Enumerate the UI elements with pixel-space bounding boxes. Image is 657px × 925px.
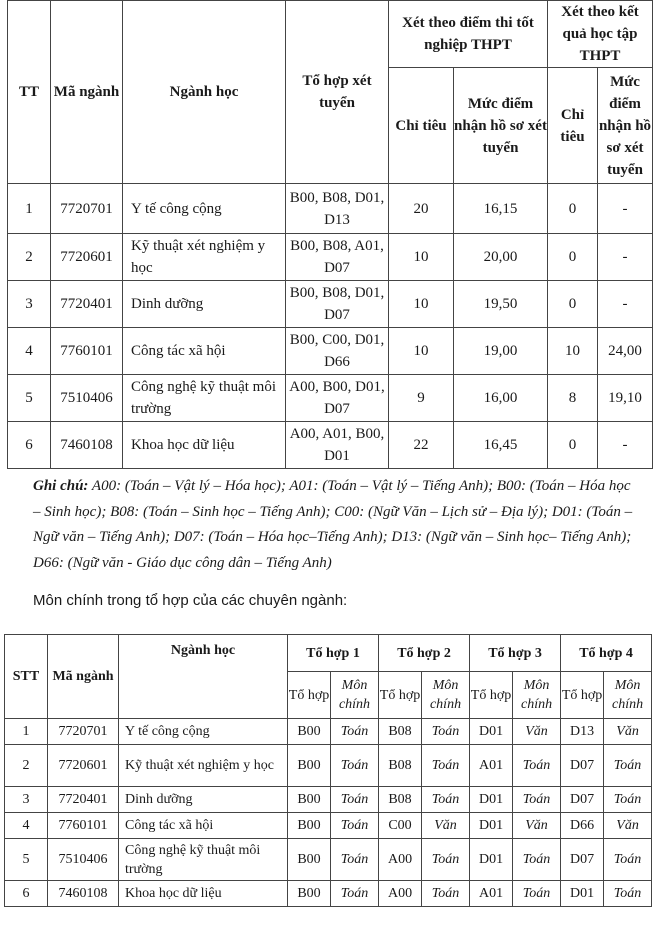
cell-chi-tieu-thpt: 9 bbox=[389, 375, 454, 422]
cell-tt: 3 bbox=[8, 281, 51, 328]
cell-to-hop-3: A01 bbox=[470, 881, 513, 907]
cell-to-hop-4: D66 bbox=[561, 813, 604, 839]
cell-mon-chinh-4: Văn bbox=[604, 813, 652, 839]
cell-ma-nganh: 7720701 bbox=[48, 719, 119, 745]
cell-to-hop-3: D01 bbox=[470, 839, 513, 881]
cell-to-hop-2: A00 bbox=[379, 839, 422, 881]
cell-nganh-hoc: Y tế công cộng bbox=[123, 184, 286, 234]
col-header-mon-chinh: Môn chính bbox=[331, 672, 379, 719]
cell-stt: 6 bbox=[5, 881, 48, 907]
group-header-hoc-tap: Xét theo kết quả học tập THPT bbox=[548, 1, 653, 68]
cell-nganh-hoc: Y tế công cộng bbox=[119, 719, 288, 745]
cell-mon-chinh-3: Văn bbox=[513, 813, 561, 839]
cell-muc-diem-hoc-tap: 24,00 bbox=[598, 328, 653, 375]
col-header-tt: TT bbox=[8, 1, 51, 184]
cell-to-hop-2: B08 bbox=[379, 787, 422, 813]
cell-mon-chinh-1: Toán bbox=[331, 813, 379, 839]
cell-muc-diem-thpt: 20,00 bbox=[454, 234, 548, 281]
cell-chi-tieu-thpt: 10 bbox=[389, 328, 454, 375]
cell-to-hop: B00, B08, D01, D13 bbox=[286, 184, 389, 234]
col-header-to-hop: Tổ hợp bbox=[288, 672, 331, 719]
cell-to-hop-4: D07 bbox=[561, 745, 604, 787]
note-label: Ghi chú: bbox=[33, 478, 89, 494]
cell-mon-chinh-2: Toán bbox=[422, 787, 470, 813]
cell-ma-nganh: 7760101 bbox=[51, 328, 123, 375]
col-header-stt: STT bbox=[5, 635, 48, 719]
cell-to-hop-2: B08 bbox=[379, 745, 422, 787]
cell-stt: 2 bbox=[5, 745, 48, 787]
group-header-to-hop-1: Tổ hợp 1 bbox=[288, 635, 379, 672]
cell-to-hop-2: A00 bbox=[379, 881, 422, 907]
cell-nganh-hoc: Dinh dưỡng bbox=[123, 281, 286, 328]
cell-tt: 2 bbox=[8, 234, 51, 281]
table-row bbox=[8, 184, 653, 234]
cell-chi-tieu-hoc-tap: 0 bbox=[548, 234, 598, 281]
cell-to-hop-2: B08 bbox=[379, 719, 422, 745]
cell-mon-chinh-2: Toán bbox=[422, 745, 470, 787]
table2-caption: Môn chính trong tổ hợp của các chuyên ngành: bbox=[33, 592, 348, 609]
table-row bbox=[8, 375, 653, 422]
cell-chi-tieu-hoc-tap: 0 bbox=[548, 184, 598, 234]
table-row bbox=[8, 422, 653, 469]
cell-stt: 3 bbox=[5, 787, 48, 813]
cell-to-hop-3: D01 bbox=[470, 719, 513, 745]
table-row bbox=[5, 719, 652, 745]
table-row bbox=[5, 787, 652, 813]
cell-to-hop-1: B00 bbox=[288, 787, 331, 813]
cell-ma-nganh: 7760101 bbox=[48, 813, 119, 839]
cell-mon-chinh-4: Văn bbox=[604, 719, 652, 745]
cell-to-hop-4: D07 bbox=[561, 787, 604, 813]
cell-ma-nganh: 7510406 bbox=[51, 375, 123, 422]
cell-muc-diem-thpt: 16,00 bbox=[454, 375, 548, 422]
cell-mon-chinh-4: Toán bbox=[604, 745, 652, 787]
cell-stt: 4 bbox=[5, 813, 48, 839]
cell-mon-chinh-1: Toán bbox=[331, 787, 379, 813]
col-header-nganh-hoc: Ngành học bbox=[119, 635, 288, 719]
cell-chi-tieu-hoc-tap: 0 bbox=[548, 281, 598, 328]
cell-nganh-hoc: Kỹ thuật xét nghiệm y học bbox=[119, 745, 288, 787]
cell-to-hop: B00, B08, D01, D07 bbox=[286, 281, 389, 328]
cell-to-hop-3: D01 bbox=[470, 787, 513, 813]
cell-nganh-hoc: Công nghệ kỹ thuật môi trường bbox=[123, 375, 286, 422]
cell-ma-nganh: 7460108 bbox=[51, 422, 123, 469]
cell-muc-diem-thpt: 16,15 bbox=[454, 184, 548, 234]
cell-mon-chinh-3: Toán bbox=[513, 881, 561, 907]
cell-ma-nganh: 7720401 bbox=[48, 787, 119, 813]
cell-ma-nganh: 7720401 bbox=[51, 281, 123, 328]
note-text: A00: (Toán – Vật lý – Hóa học); A01: (Toán – Vật lý – Tiếng Anh); B00: (Toán – Hóa học – Sinh học); B08: (Toán – Sinh học – Tiếng Anh); C00: (Ngữ Văn – Lịch sử – Địa lý); D01: (Toán – Ngữ văn – Tiếng Anh); D07: (Toán – Hóa học–Tiếng Anh); D13: (Ngữ văn – Sinh học– Tiếng Anh); D66: (Ngữ văn - Giáo dục công dân – Tiếng Anh) bbox=[33, 478, 633, 571]
cell-ma-nganh: 7720601 bbox=[48, 745, 119, 787]
col-header-ma-nganh: Mã ngành bbox=[48, 635, 119, 719]
cell-stt: 1 bbox=[5, 719, 48, 745]
col-header-ma-nganh: Mã ngành bbox=[51, 1, 123, 184]
table-row bbox=[8, 328, 653, 375]
main-subject-table bbox=[4, 634, 652, 907]
cell-tt: 4 bbox=[8, 328, 51, 375]
cell-chi-tieu-thpt: 10 bbox=[389, 281, 454, 328]
col-header-chi-tieu: Chỉ tiêu bbox=[548, 68, 598, 184]
cell-mon-chinh-1: Toán bbox=[331, 839, 379, 881]
cell-to-hop-3: A01 bbox=[470, 745, 513, 787]
group-header-to-hop-2: Tổ hợp 2 bbox=[379, 635, 470, 672]
cell-muc-diem-hoc-tap: - bbox=[598, 234, 653, 281]
col-header-chi-tieu: Chỉ tiêu bbox=[389, 68, 454, 184]
cell-tt: 5 bbox=[8, 375, 51, 422]
cell-mon-chinh-1: Toán bbox=[331, 719, 379, 745]
combination-note bbox=[33, 474, 633, 576]
cell-nganh-hoc: Công tác xã hội bbox=[119, 813, 288, 839]
col-header-nganh-hoc: Ngành học bbox=[123, 1, 286, 184]
col-header-to-hop: Tổ hợp xét tuyển bbox=[286, 1, 389, 184]
cell-muc-diem-thpt: 19,00 bbox=[454, 328, 548, 375]
cell-chi-tieu-hoc-tap: 8 bbox=[548, 375, 598, 422]
cell-muc-diem-hoc-tap: - bbox=[598, 184, 653, 234]
cell-mon-chinh-2: Toán bbox=[422, 881, 470, 907]
table-row bbox=[5, 839, 652, 881]
cell-muc-diem-hoc-tap: - bbox=[598, 281, 653, 328]
cell-chi-tieu-hoc-tap: 10 bbox=[548, 328, 598, 375]
cell-to-hop-3: D01 bbox=[470, 813, 513, 839]
cell-ma-nganh: 7720701 bbox=[51, 184, 123, 234]
col-header-to-hop: Tổ hợp bbox=[561, 672, 604, 719]
cell-ma-nganh: 7720601 bbox=[51, 234, 123, 281]
admission-quota-table bbox=[7, 0, 653, 469]
cell-to-hop-4: D01 bbox=[561, 881, 604, 907]
group-header-to-hop-3: Tổ hợp 3 bbox=[470, 635, 561, 672]
cell-nganh-hoc: Dinh dưỡng bbox=[119, 787, 288, 813]
col-header-mon-chinh: Môn chính bbox=[513, 672, 561, 719]
cell-mon-chinh-2: Toán bbox=[422, 719, 470, 745]
cell-mon-chinh-1: Toán bbox=[331, 881, 379, 907]
cell-chi-tieu-thpt: 22 bbox=[389, 422, 454, 469]
cell-mon-chinh-3: Toán bbox=[513, 787, 561, 813]
cell-to-hop-4: D07 bbox=[561, 839, 604, 881]
col-header-to-hop: Tổ hợp bbox=[470, 672, 513, 719]
cell-to-hop-4: D13 bbox=[561, 719, 604, 745]
cell-ma-nganh: 7510406 bbox=[48, 839, 119, 881]
cell-to-hop-1: B00 bbox=[288, 881, 331, 907]
group-header-thpt: Xét theo điểm thi tốt nghiệp THPT bbox=[389, 1, 548, 68]
cell-to-hop-1: B00 bbox=[288, 813, 331, 839]
cell-chi-tieu-thpt: 10 bbox=[389, 234, 454, 281]
cell-tt: 1 bbox=[8, 184, 51, 234]
col-header-to-hop: Tổ hợp bbox=[379, 672, 422, 719]
cell-mon-chinh-4: Toán bbox=[604, 787, 652, 813]
cell-nganh-hoc: Khoa học dữ liệu bbox=[119, 881, 288, 907]
cell-mon-chinh-3: Văn bbox=[513, 719, 561, 745]
group-header-to-hop-4: Tổ hợp 4 bbox=[561, 635, 652, 672]
cell-muc-diem-hoc-tap: - bbox=[598, 422, 653, 469]
cell-chi-tieu-thpt: 20 bbox=[389, 184, 454, 234]
cell-to-hop-2: C00 bbox=[379, 813, 422, 839]
cell-mon-chinh-2: Văn bbox=[422, 813, 470, 839]
cell-chi-tieu-hoc-tap: 0 bbox=[548, 422, 598, 469]
cell-mon-chinh-3: Toán bbox=[513, 745, 561, 787]
cell-tt: 6 bbox=[8, 422, 51, 469]
cell-mon-chinh-2: Toán bbox=[422, 839, 470, 881]
cell-to-hop: B00, C00, D01, D66 bbox=[286, 328, 389, 375]
cell-to-hop: A00, B00, D01, D07 bbox=[286, 375, 389, 422]
cell-muc-diem-thpt: 19,50 bbox=[454, 281, 548, 328]
table-row bbox=[8, 234, 653, 281]
col-header-muc-diem: Mức điểm nhận hồ sơ xét tuyển bbox=[598, 68, 653, 184]
cell-muc-diem-thpt: 16,45 bbox=[454, 422, 548, 469]
cell-to-hop: A00, A01, B00, D01 bbox=[286, 422, 389, 469]
col-header-muc-diem: Mức điểm nhận hồ sơ xét tuyển bbox=[454, 68, 548, 184]
cell-nganh-hoc: Công nghệ kỹ thuật môi trường bbox=[119, 839, 288, 881]
cell-to-hop-1: B00 bbox=[288, 719, 331, 745]
cell-muc-diem-hoc-tap: 19,10 bbox=[598, 375, 653, 422]
cell-stt: 5 bbox=[5, 839, 48, 881]
cell-nganh-hoc: Công tác xã hội bbox=[123, 328, 286, 375]
cell-to-hop-1: B00 bbox=[288, 745, 331, 787]
cell-to-hop: B00, B08, A01, D07 bbox=[286, 234, 389, 281]
cell-to-hop-1: B00 bbox=[288, 839, 331, 881]
table-row bbox=[5, 813, 652, 839]
cell-mon-chinh-1: Toán bbox=[331, 745, 379, 787]
table-row bbox=[5, 745, 652, 787]
cell-ma-nganh: 7460108 bbox=[48, 881, 119, 907]
col-header-mon-chinh: Môn chính bbox=[422, 672, 470, 719]
cell-mon-chinh-4: Toán bbox=[604, 881, 652, 907]
col-header-mon-chinh: Môn chính bbox=[604, 672, 652, 719]
cell-nganh-hoc: Khoa học dữ liệu bbox=[123, 422, 286, 469]
cell-nganh-hoc: Kỹ thuật xét nghiệm y học bbox=[123, 234, 286, 281]
cell-mon-chinh-4: Toán bbox=[604, 839, 652, 881]
cell-mon-chinh-3: Toán bbox=[513, 839, 561, 881]
table-row bbox=[5, 881, 652, 907]
table-row bbox=[8, 281, 653, 328]
